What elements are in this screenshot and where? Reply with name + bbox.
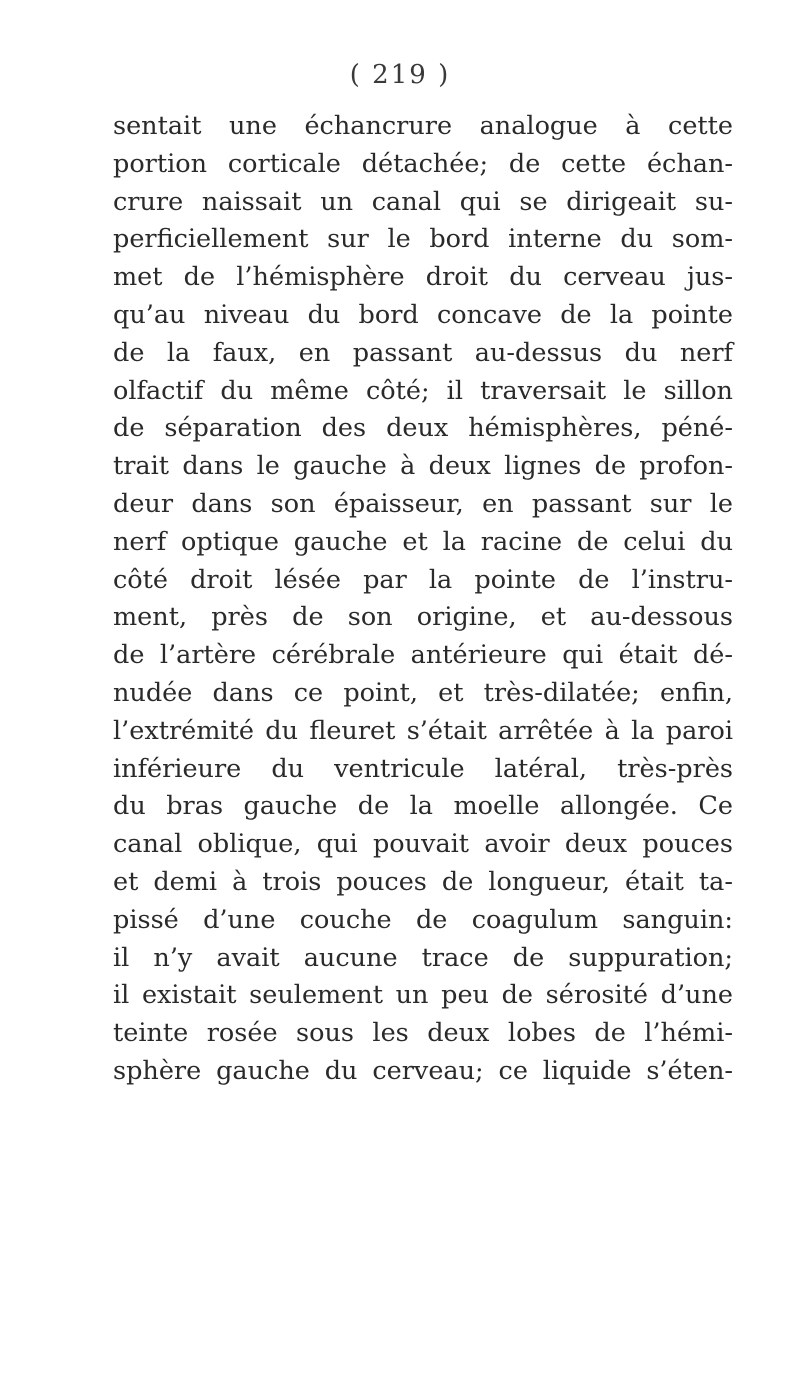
text-line: qu’au niveau du bord concave de la pointe: [113, 299, 733, 330]
text-line: ment, près de son origine, et au-dessous: [113, 602, 733, 633]
text-line: teinte rosée sous les deux lobes de l’hémi-: [113, 1018, 733, 1049]
text-line: olfactif du même côté; il traversait le sillon: [113, 375, 733, 406]
text-line: nudée dans ce point, et très-dilatée; enfin,: [113, 677, 733, 708]
text-line: nerf optique gauche et la racine de celui du: [113, 526, 733, 557]
text-line: met de l’hémisphère droit du cerveau jus-: [113, 262, 733, 293]
text-line: et demi à trois pouces de longueur, était ta-: [113, 866, 733, 897]
text-line: crure naissait un canal qui se dirigeait su-: [113, 186, 733, 217]
text-line: sphère gauche du cerveau; ce liquide s’éten-: [113, 1055, 733, 1086]
text-line: de l’artère cérébrale antérieure qui était dé-: [113, 640, 733, 671]
text-line: de séparation des deux hémisphères, péné-: [113, 413, 733, 444]
text-line: pissé d’une couche de coagulum sanguin:: [113, 904, 733, 935]
text-line: il existait seulement un peu de sérosité d’une: [113, 980, 733, 1011]
text-line: du bras gauche de la moelle allongée. Ce: [113, 791, 733, 822]
text-line: portion corticale détachée; de cette échan-: [113, 148, 733, 179]
text-line: il n’y avait aucune trace de suppuration;: [113, 942, 733, 973]
text-line: trait dans le gauche à deux lignes de profon-: [113, 451, 733, 482]
text-line: de la faux, en passant au-dessus du nerf: [113, 337, 733, 368]
text-line: deur dans son épaisseur, en passant sur le: [113, 488, 733, 519]
text-line: l’extrémité du fleuret s’était arrêtée à la paroi: [113, 715, 733, 746]
text-line: perficiellement sur le bord interne du som-: [113, 224, 733, 255]
page-number: ( 219 ): [349, 60, 451, 90]
text-line: canal oblique, qui pouvait avoir deux pouces: [113, 829, 733, 860]
text-line: côté droit lésée par la pointe de l’instru-: [113, 564, 733, 595]
text-line: inférieure du ventricule latéral, très-près: [113, 753, 733, 784]
text-line: sentait une échancrure analogue à cette: [113, 111, 733, 141]
body-text: [113, 108, 733, 1091]
